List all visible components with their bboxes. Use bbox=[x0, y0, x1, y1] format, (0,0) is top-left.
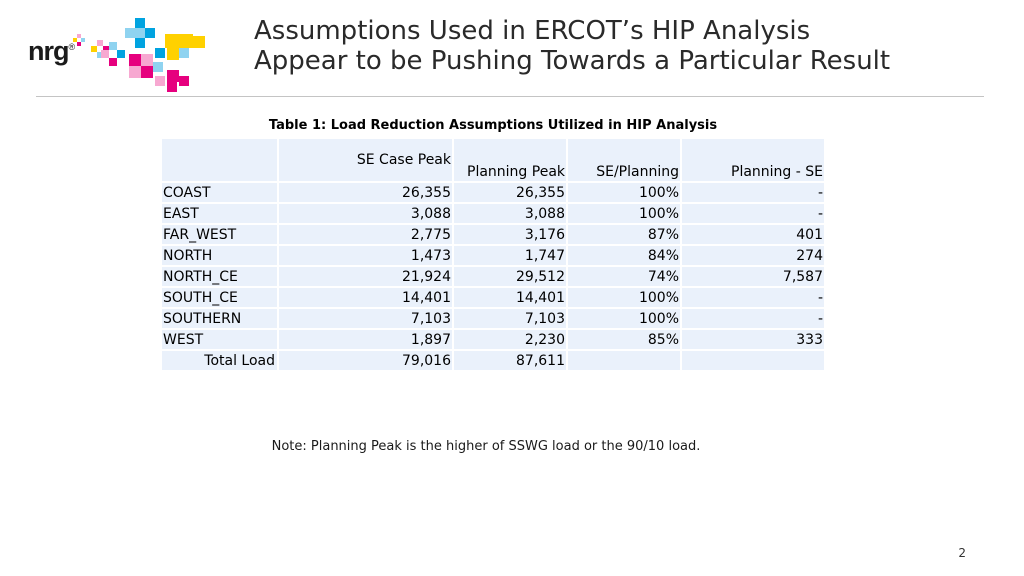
cell-region: SOUTHERN bbox=[161, 308, 278, 329]
cell-planning-peak: 26,355 bbox=[453, 182, 567, 203]
cell-se-case-peak: 2,775 bbox=[278, 224, 453, 245]
header-region bbox=[161, 138, 278, 182]
title-line-1: Assumptions Used in ERCOT’s HIP Analysis bbox=[254, 16, 811, 46]
logo-tile bbox=[109, 58, 117, 66]
logo-wordmark: nrg® bbox=[28, 36, 75, 66]
logo-tile bbox=[179, 34, 193, 48]
logo-tile bbox=[165, 34, 179, 48]
logo-tile bbox=[73, 38, 77, 42]
cell-se-planning: 85% bbox=[567, 329, 681, 350]
logo-tile bbox=[77, 34, 81, 38]
cell-planning-minus-se: 401 bbox=[681, 224, 825, 245]
cell-total-planning-peak: 87,611 bbox=[453, 350, 567, 371]
logo-tile bbox=[129, 54, 141, 66]
cell-se-case-peak: 26,355 bbox=[278, 182, 453, 203]
cell-se-planning: 87% bbox=[567, 224, 681, 245]
cell-region: WEST bbox=[161, 329, 278, 350]
logo-tile bbox=[97, 40, 103, 46]
cell-region: SOUTH_CE bbox=[161, 287, 278, 308]
cell-planning-peak: 2,230 bbox=[453, 329, 567, 350]
cell-planning-minus-se: 333 bbox=[681, 329, 825, 350]
load-reduction-table bbox=[160, 137, 826, 372]
table-row bbox=[161, 182, 825, 203]
logo-tile bbox=[179, 76, 189, 86]
logo-tile bbox=[193, 36, 205, 48]
table-total-row bbox=[161, 350, 825, 371]
cell-total-se-planning bbox=[567, 350, 681, 371]
logo-tile bbox=[125, 28, 135, 38]
header-se-case-peak: SE Case Peak bbox=[278, 138, 453, 182]
cell-planning-peak: 1,747 bbox=[453, 245, 567, 266]
cell-se-planning: 100% bbox=[567, 287, 681, 308]
logo-tile bbox=[135, 18, 145, 28]
logo-tile bbox=[91, 46, 97, 52]
logo-tile bbox=[167, 70, 179, 82]
table-row bbox=[161, 245, 825, 266]
logo-tile bbox=[167, 48, 179, 60]
page-number: 2 bbox=[958, 546, 966, 560]
logo-mark-icon bbox=[71, 14, 221, 92]
logo-tile bbox=[155, 48, 165, 58]
cell-se-case-peak: 7,103 bbox=[278, 308, 453, 329]
table-row bbox=[161, 203, 825, 224]
cell-se-case-peak: 3,088 bbox=[278, 203, 453, 224]
logo-tile bbox=[117, 50, 125, 58]
cell-se-case-peak: 21,924 bbox=[278, 266, 453, 287]
logo-tile bbox=[167, 82, 177, 92]
logo-tile bbox=[141, 54, 153, 66]
table-header-row bbox=[161, 138, 825, 182]
cell-se-case-peak: 1,473 bbox=[278, 245, 453, 266]
cell-planning-peak: 29,512 bbox=[453, 266, 567, 287]
cell-se-case-peak: 14,401 bbox=[278, 287, 453, 308]
logo-tile bbox=[77, 42, 81, 46]
cell-planning-minus-se: - bbox=[681, 287, 825, 308]
title-divider bbox=[36, 96, 984, 97]
cell-planning-peak: 14,401 bbox=[453, 287, 567, 308]
cell-total-label: Total Load bbox=[161, 350, 278, 371]
header-planning-minus-se: Planning - SE bbox=[681, 138, 825, 182]
nrg-logo bbox=[28, 14, 224, 92]
cell-region: EAST bbox=[161, 203, 278, 224]
logo-tile bbox=[101, 50, 109, 58]
cell-region: NORTH bbox=[161, 245, 278, 266]
table-row bbox=[161, 308, 825, 329]
slide-title bbox=[254, 16, 994, 76]
table-row bbox=[161, 287, 825, 308]
table-row bbox=[161, 329, 825, 350]
cell-total-planning-minus-se bbox=[681, 350, 825, 371]
cell-region: FAR_WEST bbox=[161, 224, 278, 245]
cell-se-planning: 100% bbox=[567, 182, 681, 203]
cell-se-planning: 74% bbox=[567, 266, 681, 287]
cell-planning-peak: 7,103 bbox=[453, 308, 567, 329]
logo-tile bbox=[155, 76, 165, 86]
cell-se-planning: 100% bbox=[567, 203, 681, 224]
table-row bbox=[161, 266, 825, 287]
logo-tile bbox=[141, 66, 153, 78]
cell-planning-minus-se: 7,587 bbox=[681, 266, 825, 287]
table-caption: Table 1: Load Reduction Assumptions Utilized in HIP Analysis bbox=[268, 118, 718, 133]
cell-planning-minus-se: - bbox=[681, 308, 825, 329]
header-planning-peak: Planning Peak bbox=[453, 138, 567, 182]
cell-se-case-peak: 1,897 bbox=[278, 329, 453, 350]
header-se-planning: SE/Planning bbox=[567, 138, 681, 182]
cell-total-se-case-peak: 79,016 bbox=[278, 350, 453, 371]
cell-region: COAST bbox=[161, 182, 278, 203]
logo-tile bbox=[135, 28, 145, 38]
table-row bbox=[161, 224, 825, 245]
logo-tile bbox=[145, 28, 155, 38]
logo-tile bbox=[109, 42, 117, 50]
cell-planning-minus-se: 274 bbox=[681, 245, 825, 266]
cell-planning-minus-se: - bbox=[681, 182, 825, 203]
cell-se-planning: 84% bbox=[567, 245, 681, 266]
cell-region: NORTH_CE bbox=[161, 266, 278, 287]
logo-tile bbox=[179, 48, 189, 58]
logo-tile bbox=[129, 66, 141, 78]
cell-se-planning: 100% bbox=[567, 308, 681, 329]
logo-tile bbox=[81, 38, 85, 42]
cell-planning-minus-se: - bbox=[681, 203, 825, 224]
logo-tile bbox=[153, 62, 163, 72]
title-line-2: Appear to be Pushing Towards a Particular Result bbox=[254, 46, 891, 76]
table-note: Note: Planning Peak is the higher of SSWG load or the 90/10 load. bbox=[271, 439, 701, 454]
logo-tile bbox=[135, 38, 145, 48]
cell-planning-peak: 3,176 bbox=[453, 224, 567, 245]
cell-planning-peak: 3,088 bbox=[453, 203, 567, 224]
